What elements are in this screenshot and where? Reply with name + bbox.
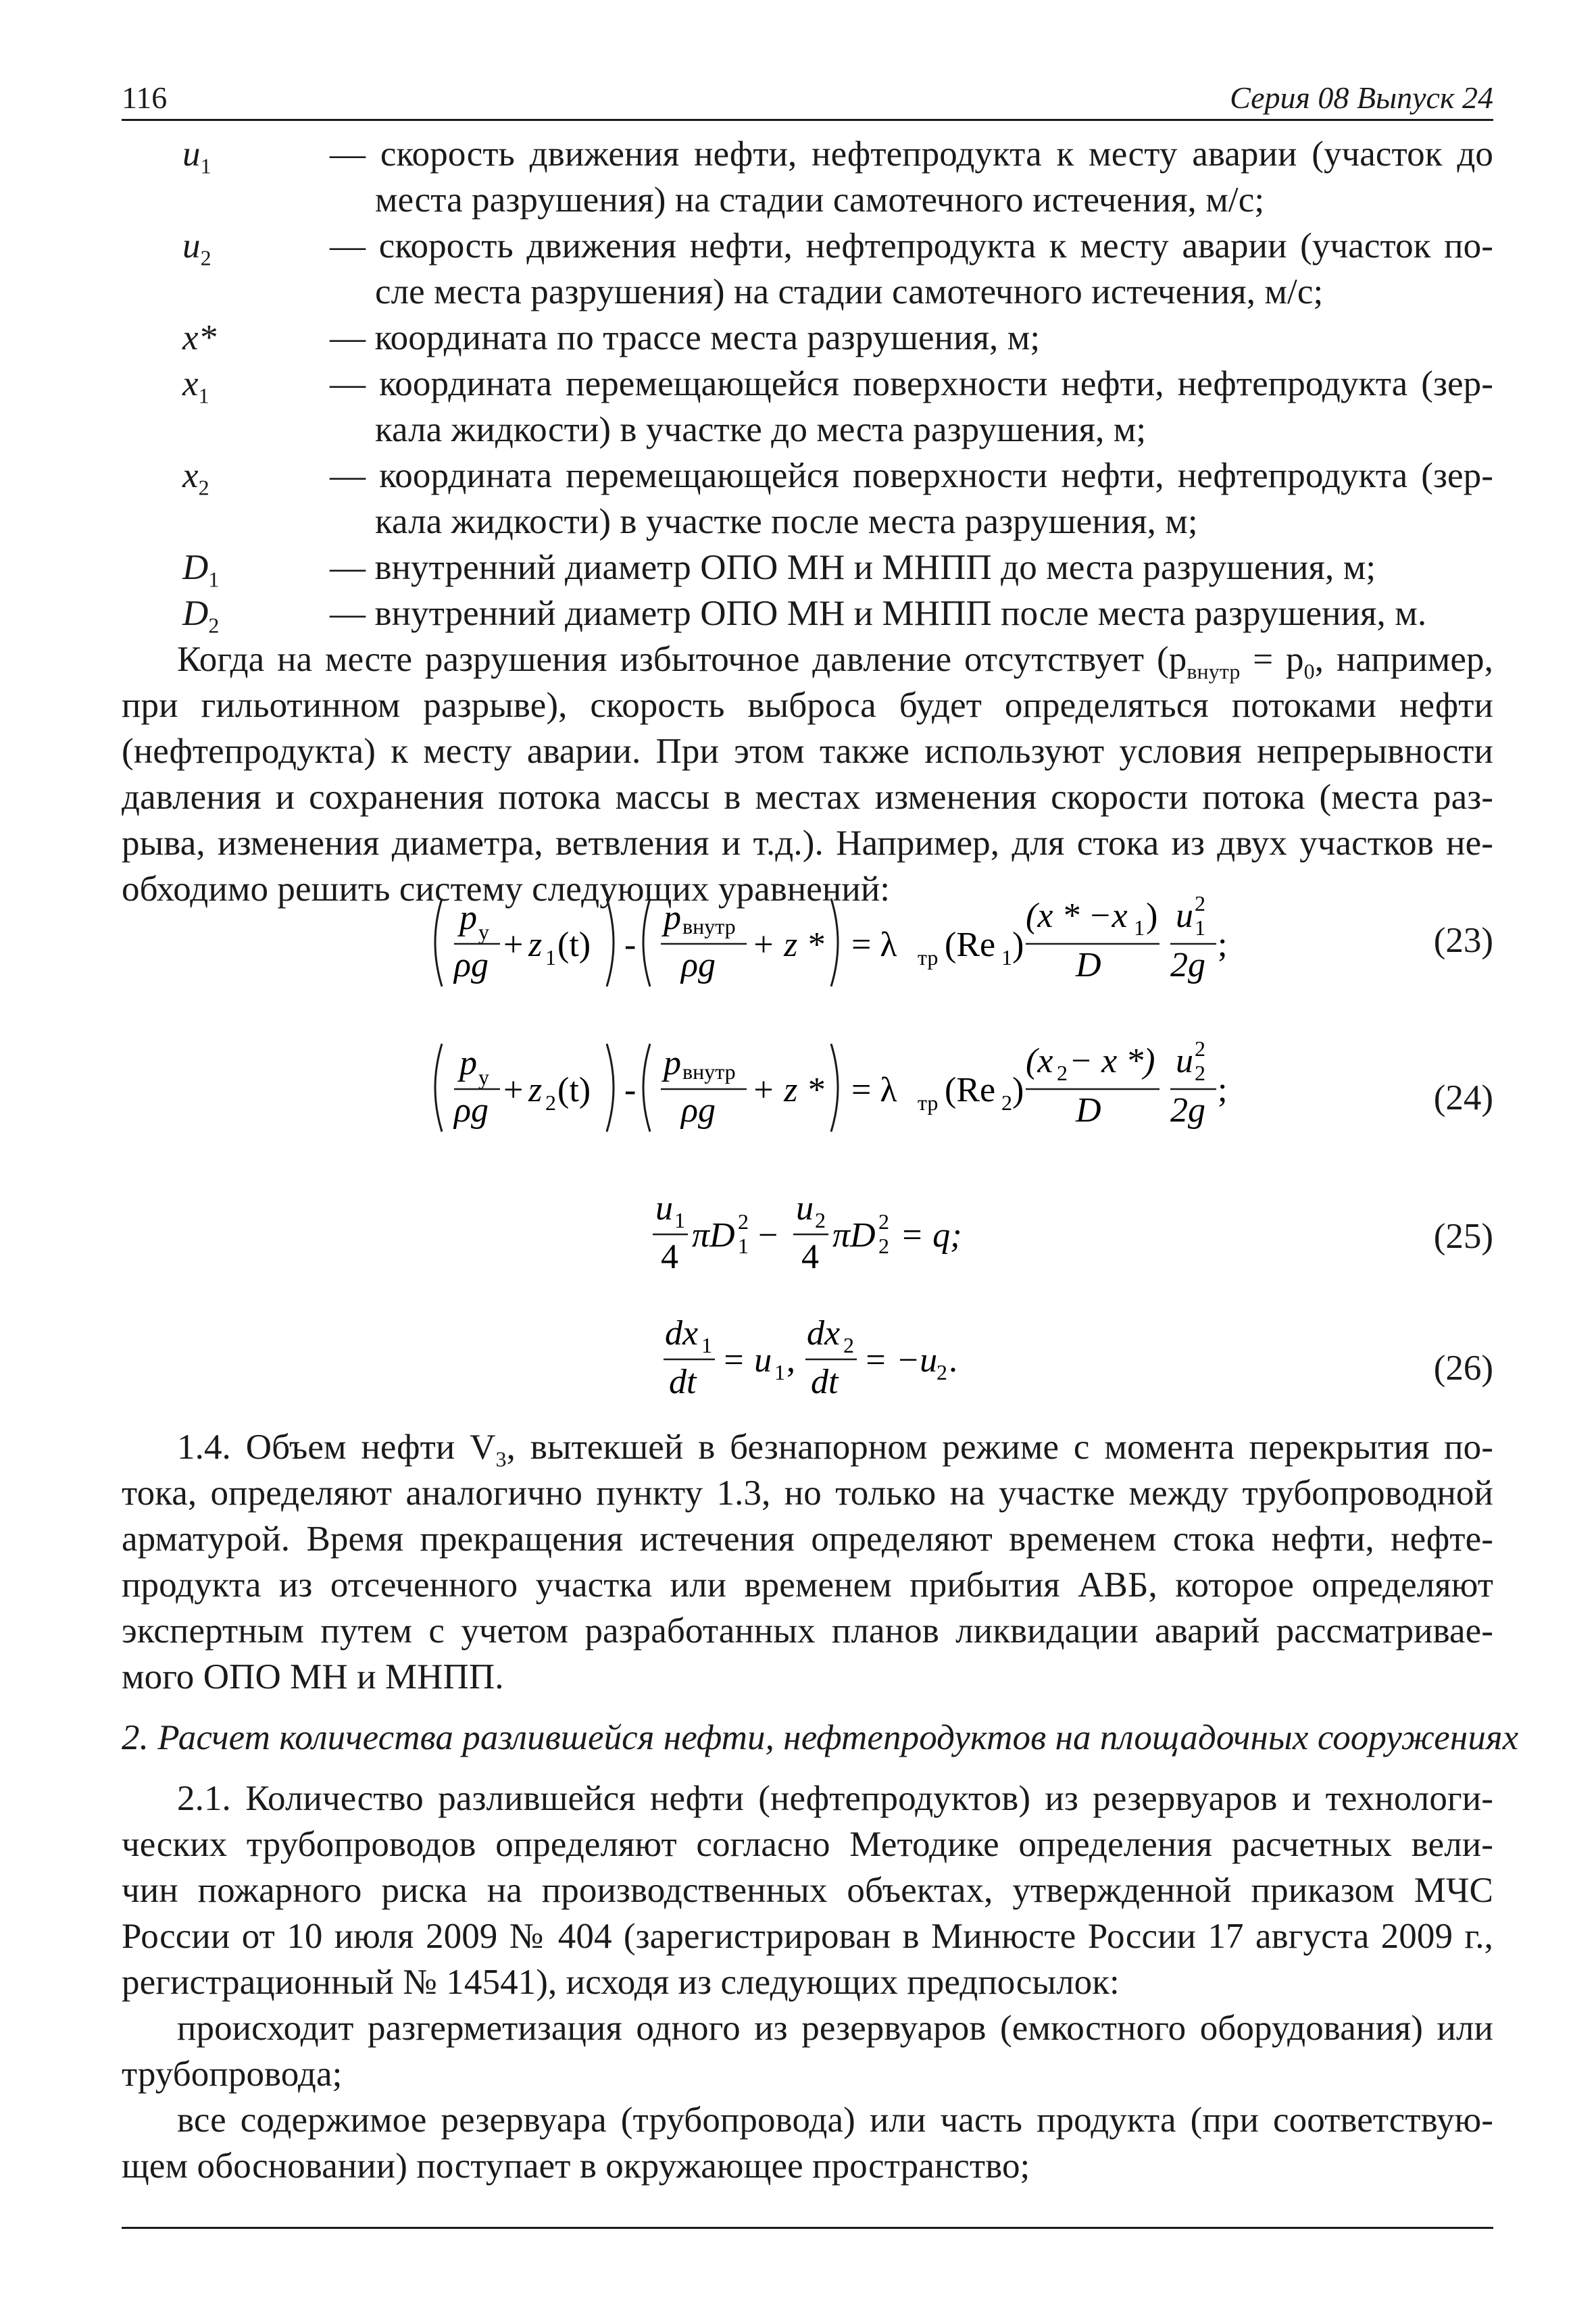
svg-text:+: + [503,926,524,964]
footer-rule [122,2227,1493,2229]
svg-text:(Re: (Re [945,1071,996,1109]
svg-text:2g: 2g [1170,1091,1205,1130]
svg-text:внутр: внутр [682,1059,736,1084]
definition-symbol: $x_1$ [182,364,209,408]
definition-text-cont: места разрушения) на стадии самотечного истечения, м/с; [375,180,1265,220]
definition-symbol: $u_1$ [182,134,211,178]
svg-text:2: 2 [937,1360,947,1384]
paragraph-line: арматурой. Время прекращения истечения определяют временем стока нефти, нефте- [122,1519,1493,1559]
definition-text: — внутренний диаметр ОПО МН и МНПП до места разрушения, м; [330,548,1376,587]
definition-text-cont: кала жидкости) в участке после места разрушения, м; [375,502,1198,541]
svg-text:): ) [1146,897,1158,935]
svg-text:2: 2 [1195,891,1205,915]
svg-text:= u: = u [722,1341,772,1380]
svg-text:): ) [1012,926,1024,964]
paragraph-line: давления и сохранения потока массы в местах изменения скорости потока (места раз- [122,778,1493,817]
svg-text:dx: dx [665,1314,699,1353]
paragraph-line: (нефтепродукта) к месту аварии. При этом также используют условия непрерывности [122,732,1493,771]
svg-text:+: + [503,1071,524,1109]
svg-text:1: 1 [1001,945,1012,970]
equation-25 [649,1186,1122,1280]
svg-text:2: 2 [878,1234,889,1258]
equation-number: (25) [1433,1217,1493,1256]
svg-text:u: u [796,1189,814,1228]
svg-text:p: p [459,1044,477,1082]
svg-text:,: , [787,1341,795,1380]
svg-text:тр: тр [918,945,939,970]
svg-text:у: у [478,1065,489,1089]
equation-26 [661,1311,1134,1405]
paragraph-line: мого ОПО МН и МНПП. [122,1657,504,1696]
svg-text:2: 2 [1057,1061,1068,1085]
svg-text:−: − [758,1216,778,1255]
svg-text:2: 2 [1195,1061,1205,1085]
definition-text: — скорость движения нефти, нефтепродукта к месту аварии (участок до [330,134,1493,174]
svg-text:(x: (x [1026,1042,1053,1080]
svg-text:+ z *: + z * [751,926,824,964]
paragraph-line: происходит разгерметизация одного из резервуаров (емкостного оборудования) или [177,2009,1493,2048]
svg-text:p: p [664,1044,681,1082]
svg-text:2: 2 [1195,1036,1205,1061]
svg-text:1: 1 [545,945,556,970]
svg-text:D: D [1076,1091,1101,1130]
definition-text: — координата по трассе места разрушения, м; [330,318,1041,357]
svg-text:u: u [655,1189,673,1228]
svg-text:dt: dt [811,1363,839,1401]
definition-text: — внутренний диаметр ОПО МН и МНПП после места разрушения, м. [330,594,1427,633]
equation-26-formula [661,1311,1134,1405]
paragraph-line: России от 10 июля 2009 № 404 (зарегистрирован в Минюсте России 17 августа 2009 г., [122,1917,1493,1956]
paragraph-line: экспертным путем с учетом разработанных планов ликвидации аварий рассматривае- [122,1611,1493,1651]
equation-number: (23) [1433,921,1493,960]
svg-text:2: 2 [815,1208,826,1232]
svg-text:πD: πD [832,1216,876,1255]
svg-text:D: D [1076,946,1101,984]
svg-text:dt: dt [669,1363,697,1401]
paragraph-line: регистрационный № 14541), исходя из следующих предпосылок: [122,1963,1120,2002]
equation-24 [426,1037,1304,1138]
equation-number: (24) [1433,1078,1493,1117]
svg-text:= λ: = λ [851,1071,897,1109]
paragraph-line: трубопровода; [122,2055,343,2094]
running-header-series: Серия 08 Выпуск 24 [1230,80,1493,115]
paragraph-line: все содержимое резервуара (трубопровода) или часть продукта (при соответствую- [177,2101,1493,2140]
svg-text:2: 2 [878,1209,889,1234]
svg-text:-: - [624,1071,637,1109]
definition-text: — координата перемещающейся поверхности нефти, нефтепродукта (зер- [330,456,1493,495]
svg-text:1: 1 [774,1360,785,1384]
svg-text:z: z [528,926,543,964]
svg-text:ρg: ρg [681,1091,716,1130]
definition-symbol: $u_2$ [182,226,211,270]
svg-text:тр: тр [918,1090,939,1115]
paragraph-line: тока, определяют аналогично пункту 1.3, но только на участке между трубопроводной [122,1474,1493,1513]
definition-symbol: $D_2$ [182,594,220,638]
svg-text:4: 4 [801,1238,819,1276]
svg-text:-: - [624,926,637,964]
definition-symbol: x* [182,318,217,357]
svg-text:dx: dx [807,1314,841,1353]
svg-text:z: z [528,1071,543,1109]
equation-number: (26) [1433,1349,1493,1388]
svg-text:2: 2 [738,1209,749,1234]
svg-text:ρg: ρg [454,1091,489,1130]
page-number: 116 [122,80,168,115]
svg-text:ρg: ρg [681,946,716,984]
svg-text:u: u [1176,1042,1193,1080]
svg-text:у: у [478,920,489,944]
equation-24-formula [426,1037,1304,1138]
svg-text:1: 1 [738,1234,749,1258]
svg-text:(Re: (Re [945,926,996,964]
header-rule [122,119,1493,121]
paragraph-line: при гильотинном разрыве), скорость выброса будет определяться потоками нефти [122,686,1493,725]
paragraph-line: Когда на месте разрушения избыточное давление отсутствует ($p_{внутр} = p_0$, например, [177,640,1494,684]
svg-text:.: . [949,1341,957,1380]
paragraph-line: 1.4. Объем нефти $V_3$, вытекшей в безнапорном режиме с момента перекрытия по- [177,1428,1493,1472]
svg-text:ρg: ρg [454,946,489,984]
paragraph-line: щем обосновании) поступает в окружающее пространство; [122,2146,1030,2186]
svg-text:= −u: = −u [864,1341,938,1380]
svg-text:(t): (t) [557,1071,591,1109]
svg-text:2: 2 [545,1090,556,1115]
svg-text:+ z *: + z * [751,1071,824,1109]
svg-text:внутр: внутр [682,914,736,938]
svg-text:;: ; [1218,1071,1228,1109]
equation-23 [426,892,1304,993]
svg-text:u: u [1176,897,1193,935]
svg-text:1: 1 [1134,915,1145,940]
svg-text:;: ; [1218,926,1228,964]
svg-text:p: p [664,899,681,937]
svg-text:1: 1 [674,1208,685,1232]
paragraph-line: рыва, изменения диаметра, ветвления и т.д.). Например, для стока из двух участков не- [122,824,1493,863]
paragraph-line: обходимо решить систему следующих уравнений: [122,870,891,909]
definition-symbol: $x_2$ [182,456,209,500]
svg-text:πD: πD [692,1216,735,1255]
svg-text:): ) [1012,1071,1024,1109]
svg-text:= λ: = λ [851,926,897,964]
definition-text: — скорость движения нефти, нефтепродукта к месту аварии (участок по- [330,226,1493,266]
paragraph-line: ческих трубопроводов определяют согласно Методике определения расчетных вели- [122,1825,1493,1864]
svg-text:p: p [459,899,477,937]
definition-text: — координата перемещающейся поверхности нефти, нефтепродукта (зер- [330,364,1493,403]
svg-text:2g: 2g [1170,946,1205,984]
svg-text:1: 1 [1195,915,1205,940]
equation-25-formula [649,1186,1122,1280]
definition-text-cont: кала жидкости) в участке до места разрушения, м; [375,410,1147,449]
svg-text:= q;: = q; [900,1216,962,1255]
definition-symbol: $D_1$ [182,548,220,592]
svg-text:1: 1 [701,1333,712,1357]
section-heading: 2. Расчет количества разлившейся нефти, нефтепродуктов на площадочных сооружениях [122,1718,1519,1757]
svg-text:(t): (t) [557,926,591,964]
svg-text:2: 2 [1001,1090,1012,1115]
paragraph-line: чин пожарного риска на производственных объектах, утвержденной приказом МЧС [122,1871,1493,1910]
svg-text:− x *): − x *) [1069,1042,1155,1080]
svg-text:2: 2 [843,1333,854,1357]
paragraph-line: 2.1. Количество разлившейся нефти (нефтепродуктов) из резервуаров и технологи- [177,1779,1493,1818]
paragraph-line: продукта из отсеченного участка или временем прибытия АВБ, которое определяют [122,1565,1493,1605]
equation-23-formula [426,892,1304,993]
definition-text-cont: сле места разрушения) на стадии самотечного истечения, м/с; [375,272,1324,311]
svg-text:4: 4 [661,1238,678,1276]
svg-text:(x * −x: (x * −x [1026,897,1128,935]
